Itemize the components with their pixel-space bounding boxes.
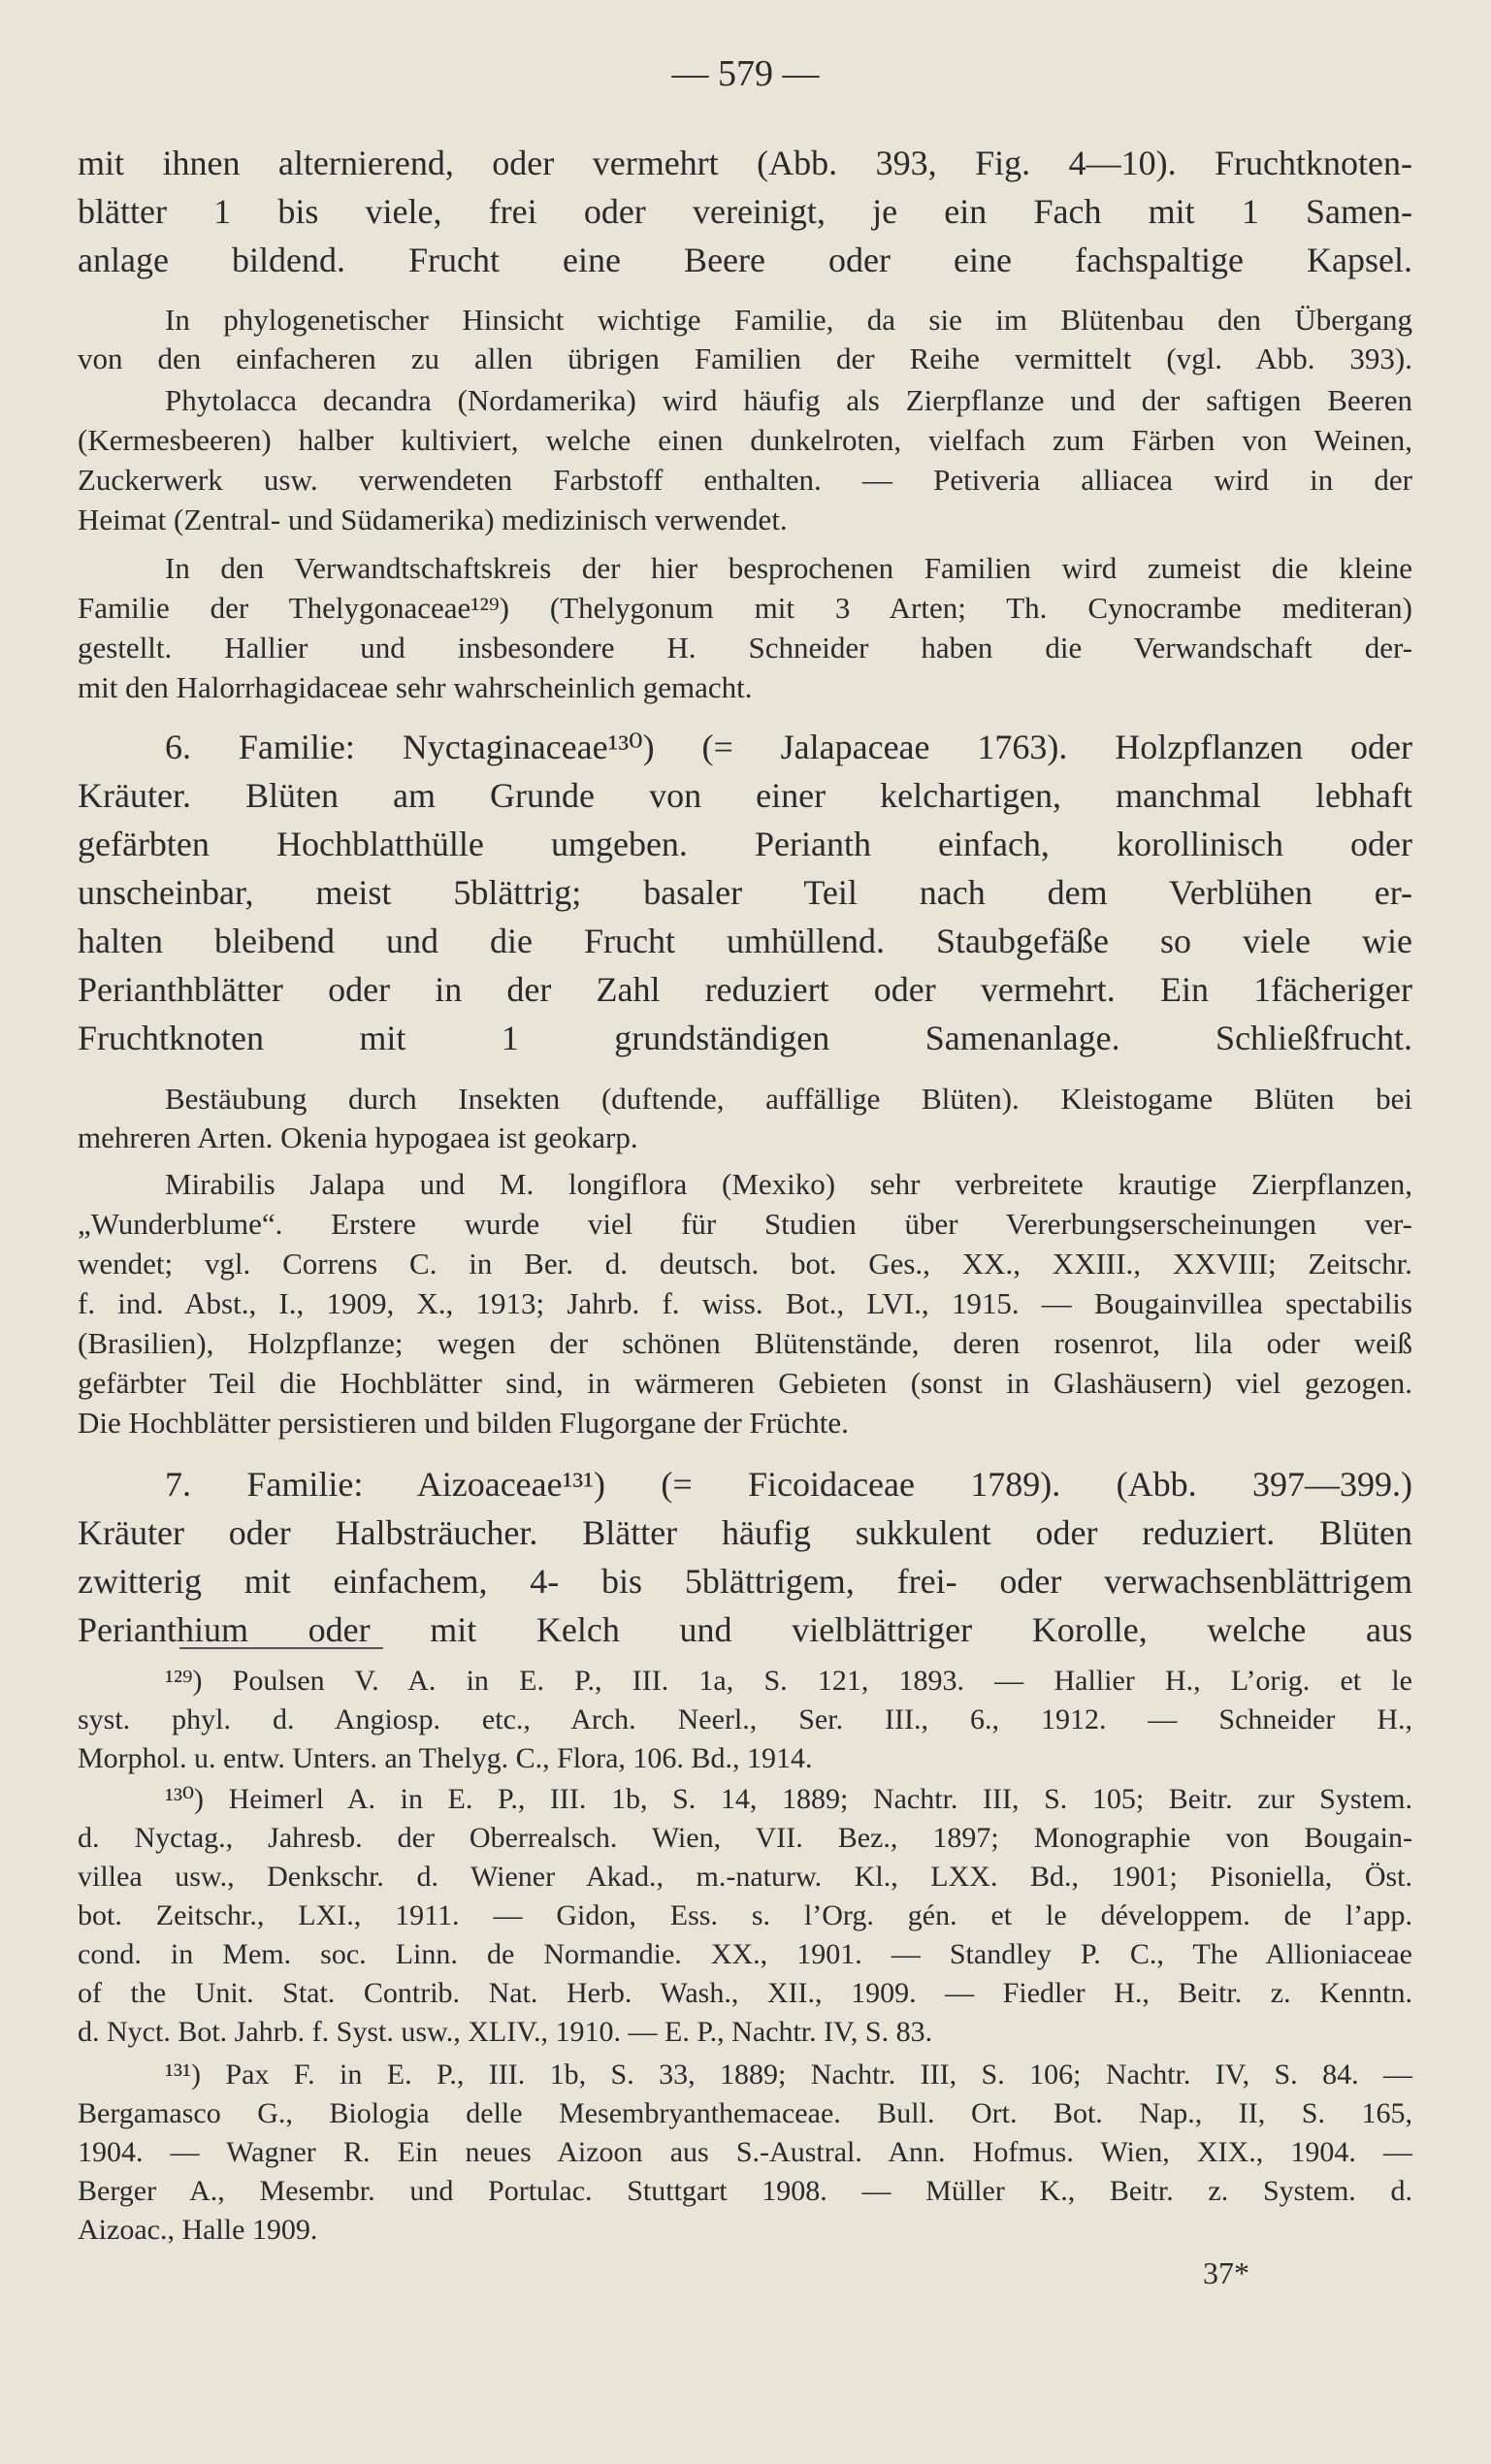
- footnote-line: ¹³¹) Pax F. in E. P., III. 1b, S. 33, 1889; Nachtr. III, S. 106; Nachtr. IV, S. 84. —: [165, 2059, 1412, 2091]
- small-line: Familie der Thelygonaceae¹²⁹) (Thelygonum mit 3 Arten; Th. Cynocrambe mediteran): [78, 591, 1412, 625]
- small-line: Zuckerwerk usw. verwendeten Farbstoff enthalten. — Petiveria alliacea wird in der: [78, 463, 1412, 497]
- body-line: blätter 1 bis viele, frei oder vereinigt, je ein Fach mit 1 Samen-: [78, 192, 1412, 231]
- small-line: (Brasilien), Holzpflanze; wegen der schönen Blütenstände, deren rosenrot, lila oder weiß: [78, 1326, 1412, 1360]
- body-line: anlage bildend. Frucht eine Beere oder eine fachspaltige Kapsel.: [78, 241, 1412, 279]
- footnote-line: of the Unit. Stat. Contrib. Nat. Herb. Wash., XII., 1909. — Fiedler H., Beitr. z. Kenntn.: [78, 1977, 1412, 2009]
- footnote-line: syst. phyl. d. Angiosp. etc., Arch. Neerl., Ser. III., 6., 1912. — Schneider H.,: [78, 1703, 1412, 1735]
- footnote-line: ¹²⁹) Poulsen V. A. in E. P., III. 1a, S. 121, 1893. — Hallier H., L’orig. et le: [165, 1665, 1412, 1697]
- small-line: Phytolacca decandra (Nordamerika) wird häufig als Zierpflanze und der saftigen Beeren: [165, 383, 1412, 417]
- body-line: mit ihnen alternierend, oder vermehrt (Abb. 393, Fig. 4—10). Fruchtknoten-: [78, 144, 1412, 182]
- small-line: Heimat (Zentral- und Südamerika) medizinisch verwendet.: [78, 503, 788, 536]
- body-line: Perianthblätter oder in der Zahl reduziert oder vermehrt. Ein 1fächeriger: [78, 970, 1412, 1009]
- body-line: zwitterig mit einfachem, 4- bis 5blättrigem, frei- oder verwachsenblättrigem: [78, 1562, 1412, 1601]
- footnote-line: villea usw., Denkschr. d. Wiener Akad., m.-naturw. Kl., LXX. Bd., 1901; Pisoniella, Öst.: [78, 1861, 1412, 1893]
- footnote-line: ¹³⁰) Heimerl A. in E. P., III. 1b, S. 14, 1889; Nachtr. III, S. 105; Beitr. zur System.: [165, 1783, 1412, 1815]
- small-line: mehreren Arten. Okenia hypogaea ist geokarp.: [78, 1120, 638, 1154]
- small-line: von den einfacheren zu allen übrigen Familien der Reihe vermittelt (vgl. Abb. 393).: [78, 341, 1412, 375]
- family-heading-line: 6. Familie: Nyctaginaceae¹³⁰) (= Jalapaceae 1763). Holzpflanzen oder: [165, 728, 1412, 766]
- small-line: In phylogenetischer Hinsicht wichtige Familie, da sie im Blütenbau den Übergang: [165, 303, 1412, 337]
- footnote-line: Morphol. u. entw. Unters. an Thelyg. C., Flora, 106. Bd., 1914.: [78, 1742, 813, 1774]
- footnote-line: bot. Zeitschr., LXI., 1911. — Gidon, Ess. s. l’Org. gén. et le développem. de l’app.: [78, 1899, 1412, 1931]
- small-line: mit den Halorrhagidaceae sehr wahrscheinlich gemacht.: [78, 670, 753, 704]
- small-line: (Kermesbeeren) halber kultiviert, welche einen dunkelroten, vielfach zum Färben von Weinen,: [78, 423, 1412, 457]
- small-line: wendet; vgl. Correns C. in Ber. d. deutsch. bot. Ges., XX., XXIII., XXVIII; Zeitschr.: [78, 1247, 1412, 1281]
- footnote-rule: [179, 1647, 383, 1649]
- page-number: — 579 —: [671, 53, 820, 94]
- small-line: gestellt. Hallier und insbesondere H. Schneider haben die Verwandschaft der-: [78, 631, 1412, 665]
- small-line: f. ind. Abst., I., 1909, X., 1913; Jahrb. f. wiss. Bot., LVI., 1915. — Bougainvillea spectabilis: [78, 1286, 1412, 1320]
- body-line: Fruchtknoten mit 1 grundständigen Samenanlage. Schließfrucht.: [78, 1019, 1412, 1057]
- footnote-line: cond. in Mem. soc. Linn. de Normandie. XX., 1901. — Standley P. C., The Allioniaceae: [78, 1938, 1412, 1970]
- footnote-line: d. Nyctag., Jahresb. der Oberrealsch. Wien, VII. Bez., 1897; Monographie von Bougain-: [78, 1822, 1412, 1854]
- small-line: gefärbter Teil die Hochblätter sind, in wärmeren Gebieten (sonst in Glashäusern) viel gezogen.: [78, 1366, 1412, 1400]
- signature-mark: 37*: [1203, 2255, 1249, 2290]
- body-line: halten bleibend und die Frucht umhüllend. Staubgefäße so viele wie: [78, 922, 1412, 960]
- footnote-line: 1904. — Wagner R. Ein neues Aizoon aus S.-Austral. Ann. Hofmus. Wien, XIX., 1904. —: [78, 2136, 1412, 2168]
- footnote-line: Aizoac., Halle 1909.: [78, 2214, 318, 2246]
- small-line: In den Verwandtschaftskreis der hier besprochenen Familien wird zumeist die kleine: [165, 551, 1412, 585]
- small-line: Bestäubung durch Insekten (duftende, auffällige Blüten). Kleistogame Blüten bei: [165, 1082, 1412, 1116]
- body-line: gefärbten Hochblatthülle umgeben. Perianth einfach, korollinisch oder: [78, 825, 1412, 863]
- body-line: Kräuter oder Halbsträucher. Blätter häufig sukkulent oder reduziert. Blüten: [78, 1513, 1412, 1552]
- body-line: Perianthium oder mit Kelch und vielblättriger Korolle, welche aus: [78, 1610, 1412, 1649]
- body-line: unscheinbar, meist 5blättrig; basaler Teil nach dem Verblühen er-: [78, 873, 1412, 912]
- footnote-line: Berger A., Mesembr. und Portulac. Stuttgart 1908. — Müller K., Beitr. z. System. d.: [78, 2175, 1412, 2207]
- body-line: Kräuter. Blüten am Grunde von einer kelchartigen, manchmal lebhaft: [78, 776, 1412, 815]
- small-line: „Wunderblume“. Erstere wurde viel für Studien über Vererbungserscheinungen ver-: [78, 1207, 1412, 1241]
- footnote-line: Bergamasco G., Biologia delle Mesembryanthemaceae. Bull. Ort. Bot. Nap., II, S. 165,: [78, 2097, 1412, 2129]
- small-line: Mirabilis Jalapa und M. longiflora (Mexiko) sehr verbreitete krautige Zierpflanzen,: [165, 1167, 1412, 1201]
- footnote-line: d. Nyct. Bot. Jahrb. f. Syst. usw., XLIV., 1910. — E. P., Nachtr. IV, S. 83.: [78, 2016, 933, 2048]
- small-line: Die Hochblätter persistieren und bilden Flugorgane der Früchte.: [78, 1406, 849, 1440]
- family-heading-line: 7. Familie: Aizoaceae¹³¹) (= Ficoidaceae 1789). (Abb. 397—399.): [165, 1465, 1412, 1504]
